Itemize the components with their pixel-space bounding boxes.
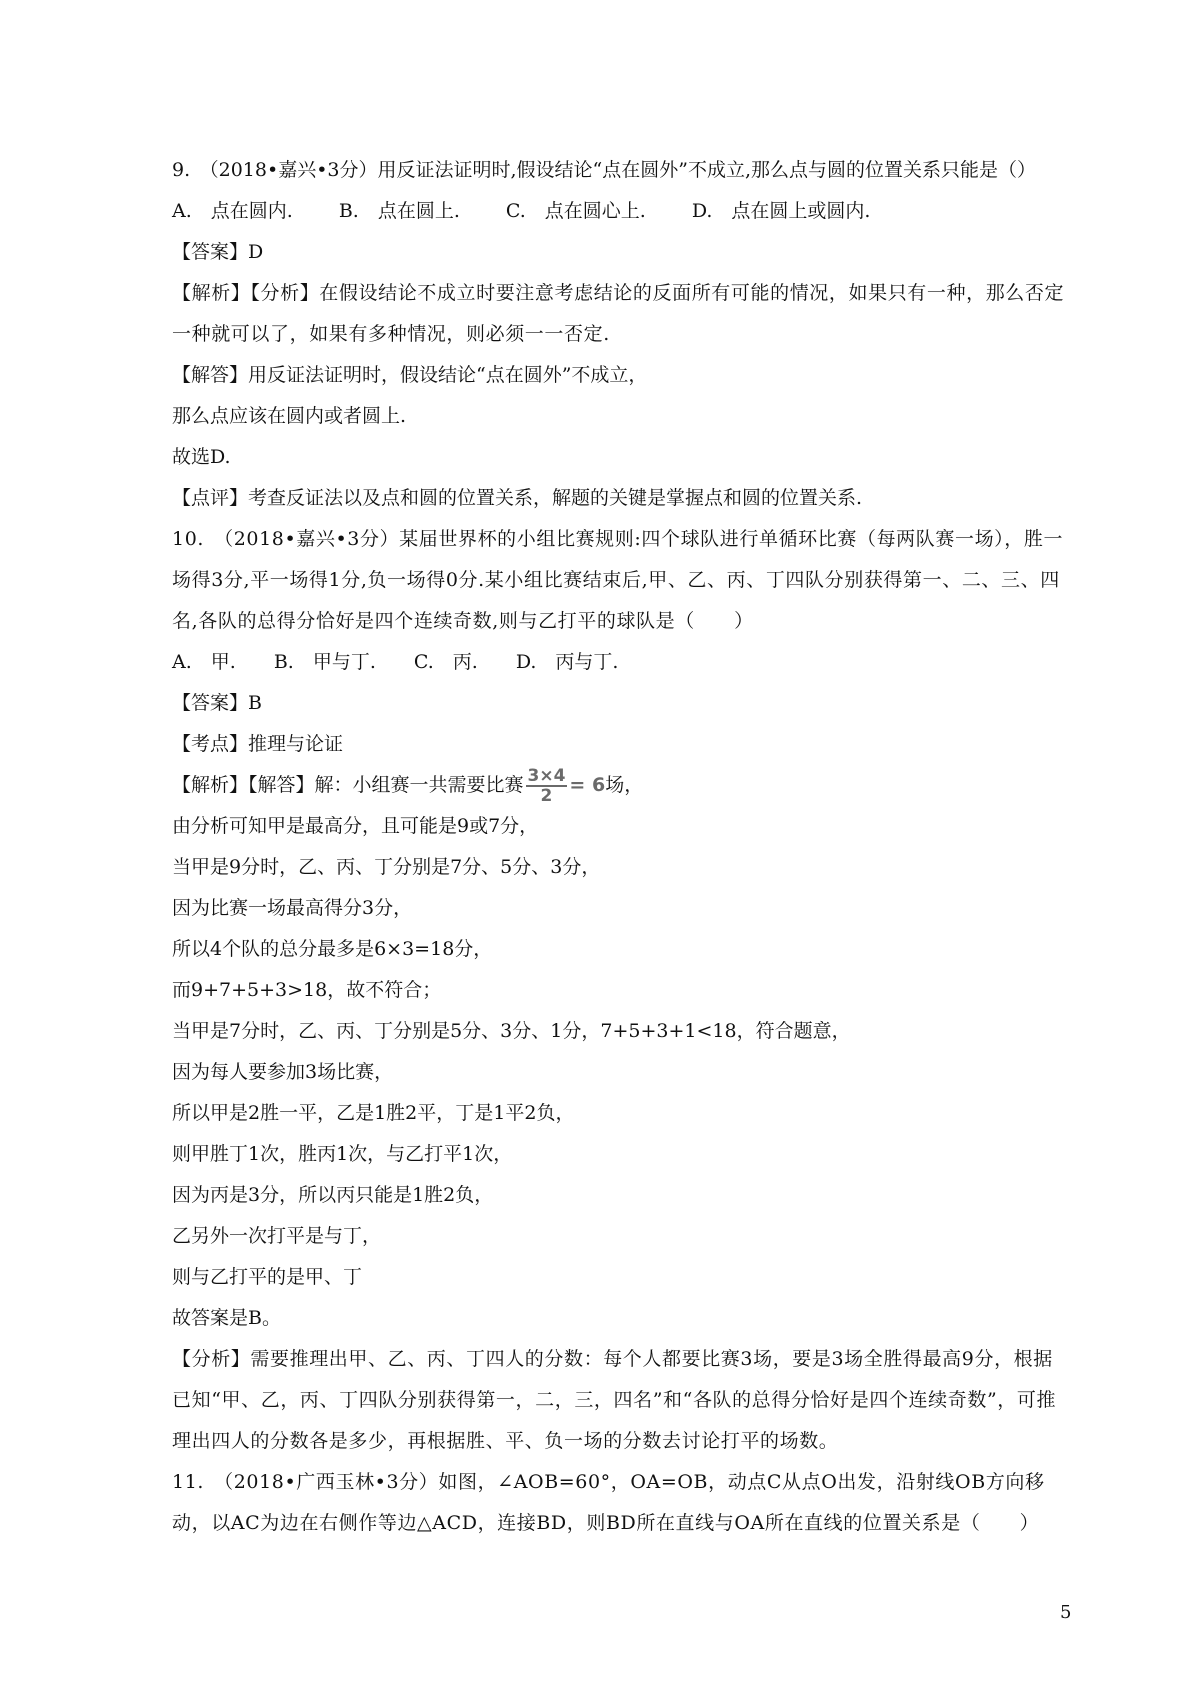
q9-analysis: 【解析】【分析】在假设结论不成立时要注意考虑结论的反面所有可能的情况，如果只有一种，那么否定一种就可以了，如果有多种情况，则必须一一否定.: [172, 282, 1065, 345]
q9-comment: 【点评】考查反证法以及点和圆的位置关系，解题的关键是掌握点和圆的位置关系.: [172, 487, 863, 509]
q9-option-a: A. 点在圆内.: [172, 200, 293, 222]
q10-kaodian: 【考点】推理与论证: [172, 733, 344, 755]
q10-step: 故答案是B。: [172, 1307, 281, 1329]
q10-step: 乙另外一次打平是与丁，: [172, 1225, 382, 1247]
q10-answer: 【答案】B: [172, 692, 262, 714]
q10-step: 因为丙是3分，所以丙只能是1胜2负，: [172, 1184, 494, 1206]
page-number: 5: [1060, 1602, 1072, 1623]
q10-step: 因为每人要参加3场比赛，: [172, 1061, 394, 1083]
q9-solution-line: 那么点应该在圆内或者圆上.: [172, 405, 407, 427]
q10-option-a: A. 甲.: [172, 651, 236, 673]
q9-answer: 【答案】D: [172, 241, 264, 263]
fraction-numerator: 3×4: [527, 766, 566, 786]
q10-step: 而9+7+5+3>18，故不符合；: [172, 979, 442, 1001]
q9-option-b: B. 点在圆上.: [338, 200, 460, 222]
q10-option-b: B. 甲与丁.: [273, 651, 376, 673]
q10-step: 所以4个队的总分最多是6×3=18分，: [172, 938, 493, 960]
fraction: [526, 767, 568, 805]
q10-analysis: 【分析】需要推理出甲、乙、丙、丁四人的分数：每个人都要比赛3场，要是3场全胜得最高9分，根据已知“甲、乙，丙、丁四队分别获得第一，二，三，四名”和“各队的总得分恰好是四个连续奇数”，可推理出四人的分数各是多少，再根据胜、平、负一场的分数去讨论打平的场数。: [172, 1348, 1057, 1452]
q9-option-d: D. 点在圆上或圆内.: [691, 200, 871, 222]
q11-stem: 11. （2018•广西玉林•3分）如图，∠AOB=60°，OA=OB，动点C从点O出发，沿射线OB方向移动，以AC为边在右侧作等边△ACD，连接BD，则BD所在直线与OA所在直线的位置关系是（ ）: [172, 1471, 1045, 1534]
q10-solution-intro: [172, 765, 1072, 806]
fraction-tail: 场，: [605, 774, 644, 796]
q10-option-d: D. 丙与丁.: [515, 651, 619, 673]
q9-solution-line: 【解答】用反证法证明时，假设结论“点在圆外”不成立，: [172, 364, 648, 386]
q10-step: 则甲胜丁1次，胜丙1次，与乙打平1次，: [172, 1143, 513, 1165]
fraction-result: = 6: [569, 774, 606, 796]
q9-options: [172, 191, 1072, 232]
q10-step: 所以甲是2胜一平，乙是1胜2平，丁是1平2负，: [172, 1102, 575, 1124]
q10-solution-intro-text: 【解析】【解答】解：小组赛一共需要比赛: [172, 774, 524, 796]
q10-step: 当甲是9分时，乙、丙、丁分别是7分、5分、3分，: [172, 856, 601, 878]
q10-step: 因为比赛一场最高得分3分，: [172, 897, 413, 919]
q9-option-c: C. 点在圆心上.: [505, 200, 646, 222]
q10-step: 由分析可知甲是最高分，且可能是9或7分，: [172, 815, 539, 837]
q10-options: [172, 642, 1072, 683]
q9-solution-line: 故选D.: [172, 446, 231, 468]
q9-stem: 9. （2018•嘉兴•3分）用反证法证明时,假设结论“点在圆外”不成立,那么点与圆的位置关系只能是（）: [172, 159, 1036, 181]
q10-step: 则与乙打平的是甲、丁: [172, 1266, 363, 1288]
fraction-denominator: 2: [540, 786, 553, 806]
q10-stem: 10. （2018•嘉兴•3分）某届世界杯的小组比赛规则:四个球队进行单循环比赛（每两队赛一场），胜一场得3分,平一场得1分,负一场得0分.某小组比赛结束后,甲、乙、丙、丁四队分别获得第一、二、三、四名,各队的总得分恰好是四个连续奇数,则与乙打平的球队是（ ）: [172, 528, 1064, 632]
q10-step: 当甲是7分时，乙、丙、丁分别是5分、3分、1分，7+5+3+1<18，符合题意，: [172, 1020, 851, 1042]
page-content: [172, 150, 1072, 1544]
q10-option-c: C. 丙.: [413, 651, 478, 673]
